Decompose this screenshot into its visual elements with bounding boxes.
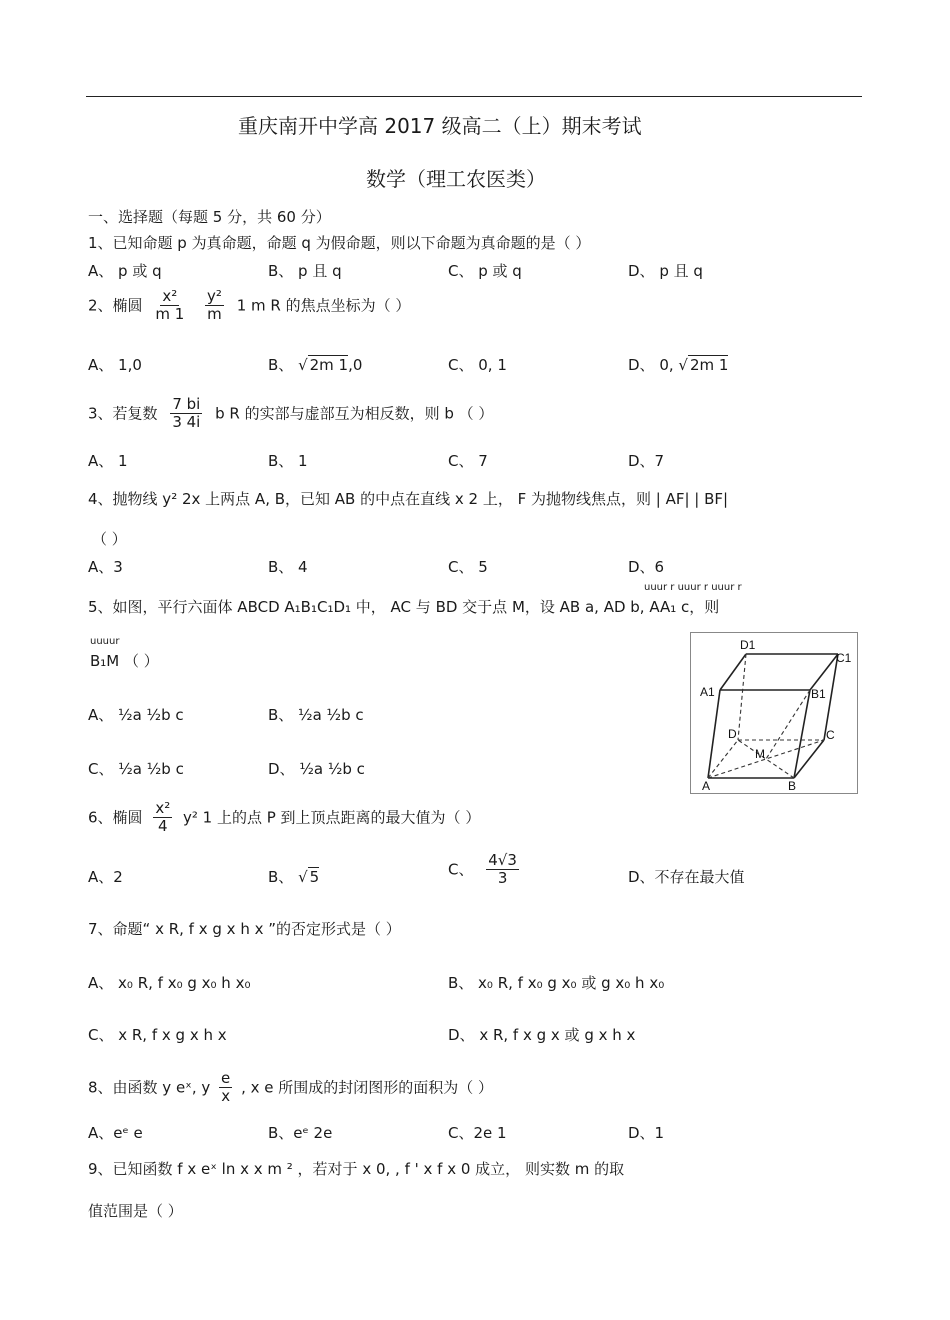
q5-option-c: C、 ½a ½b c <box>88 760 184 778</box>
q3-option-b: B、 1 <box>268 452 308 470</box>
q4-paren: （ ） <box>92 530 127 548</box>
q9-stem: 9、已知函数 f x eˣ ln x x m ² ，若对于 x 0, , f ' x f x 0 成立， 则实数 m 的取 <box>88 1160 625 1178</box>
q5-option-d: D、 ½a ½b c <box>268 760 365 778</box>
q7-option-d: D、 x R, f x g x 或 g x h x <box>448 1026 636 1044</box>
edge-bc <box>794 740 824 778</box>
q2-option-a: A、 1,0 <box>88 356 142 374</box>
page-title: 重庆南开中学高 2017 级高二（上）期末考试 <box>238 114 642 138</box>
edge-d1a1 <box>720 654 746 690</box>
q5-vector-mark-b1m: uuuur <box>90 636 120 647</box>
section-heading: 一、选择题（每题 5 分，共 60 分） <box>88 208 331 226</box>
q1-option-c: C、 p 或 q <box>448 262 522 280</box>
q4-stem: 4、抛物线 y² 2x 上两点 A, B，已知 AB 的中点在直线 x 2 上， F 为抛物线焦点，则 | AF| | BF| <box>88 490 729 508</box>
q2-option-d: D、 0, √ 2m 1 <box>628 356 729 374</box>
q7-option-c: C、 x R, f x g x h x <box>88 1026 227 1044</box>
q6-option-d: D、不存在最大值 <box>628 868 745 886</box>
q2-option-b: B、 √ 2m 1,0 <box>268 356 363 374</box>
q1-option-a: A、 p 或 q <box>88 262 162 280</box>
q3-option-a: A、 1 <box>88 452 128 470</box>
parallelepiped-figure <box>690 632 858 794</box>
q4-option-d: D、6 <box>628 558 665 576</box>
q7-stem: 7、命题“ x R, f x g x h x ”的否定形式是（ ） <box>88 920 401 938</box>
q8-option-a: A、eᵉ e <box>88 1124 143 1142</box>
q3-option-d: D、7 <box>628 452 665 470</box>
q8-option-c: C、2e 1 <box>448 1124 507 1142</box>
q5-vector-marks: uuur r uuur r uuur r <box>644 582 742 593</box>
q6-option-b: B、 √ 5 <box>268 868 320 886</box>
top-rule <box>86 96 862 97</box>
q5-target: B₁M （ ） <box>90 652 159 670</box>
q4-option-c: C、 5 <box>448 558 488 576</box>
label-a1: A1 <box>700 685 715 699</box>
q5-stem: 5、如图，平行六面体 ABCD A₁B₁C₁D₁ 中， AC 与 BD 交于点 M，设 AB a, AD b, AA₁ c，则 <box>88 598 720 616</box>
q6-stem: 6、椭圆 $\frac{\text{x²}}{4}$ y² 1 上的点 P 到上顶点距离的最大值为（ ） <box>88 799 481 836</box>
label-c1: C1 <box>836 651 852 665</box>
diag-ac <box>708 740 824 778</box>
q4-option-a: A、3 <box>88 558 123 576</box>
q1-option-b: B、 p 且 q <box>268 262 342 280</box>
label-a: A <box>702 779 711 793</box>
q1-stem: 1、已知命题 p 为真命题，命题 q 为假命题，则以下命题为真命题的是（ ） <box>88 234 591 252</box>
label-c: C <box>826 728 835 742</box>
label-b: B <box>788 779 797 793</box>
label-b1: B1 <box>811 687 826 701</box>
q8-stem: 8、由函数 y eˣ, y $\frac{e}{x}$ , x e 所围成的封闭图形的面积为（ ） <box>88 1069 494 1106</box>
q8-option-b: B、eᵉ 2e <box>268 1124 333 1142</box>
q5-option-b: B、 ½a ½b c <box>268 706 364 724</box>
q3-option-c: C、 7 <box>448 452 488 470</box>
q1-option-d: D、 p 且 q <box>628 262 703 280</box>
q6-option-c: C、 $\frac{4√3}{3}$ <box>448 851 517 888</box>
q5-option-a: A、 ½a ½b c <box>88 706 184 724</box>
q3-stem: 3、若复数 $\frac{7 bi}{3 4i}$ b R 的实部与虚部互为相反数，则 b （ ） <box>88 395 494 432</box>
q2-stem: 2、椭圆 $\frac{\text{x²}}{m 1}$ $\frac{\text{y²}}{m}$ 1 m R 的焦点坐标为（ ） <box>88 287 411 324</box>
q7-option-b: B、 x₀ R, f x₀ g x₀ 或 g x₀ h x₀ <box>448 974 665 992</box>
q7-option-a: A、 x₀ R, f x₀ g x₀ h x₀ <box>88 974 251 992</box>
label-d: D <box>728 727 737 741</box>
figure-frame <box>691 633 858 794</box>
q8-option-d: D、1 <box>628 1124 665 1142</box>
page-subtitle: 数学（理工农医类） <box>366 167 546 191</box>
q6-option-a: A、2 <box>88 868 123 886</box>
q2-option-c: C、 0, 1 <box>448 356 507 374</box>
diag-bd <box>738 740 794 778</box>
edge-d1d <box>738 654 746 740</box>
q9-stem-continued: 值范围是（ ） <box>88 1202 183 1220</box>
label-d1: D1 <box>740 638 756 652</box>
label-m: M <box>755 747 765 761</box>
q4-option-b: B、 4 <box>268 558 308 576</box>
